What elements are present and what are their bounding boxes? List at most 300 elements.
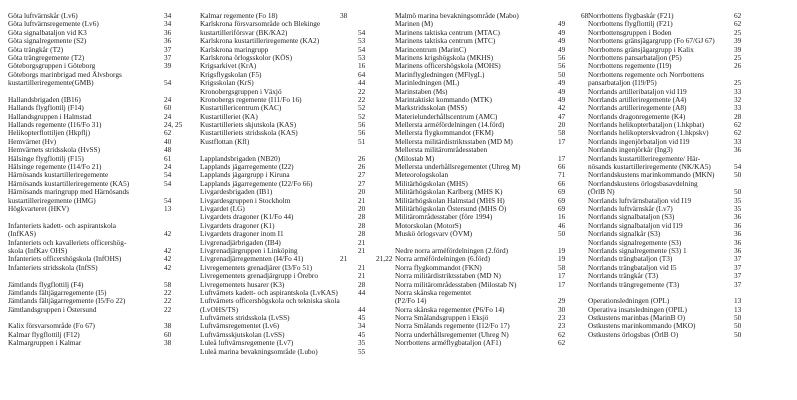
- entry-page: 47: [558, 111, 566, 121]
- entry-title: Livgardet (LG): [200, 203, 245, 213]
- entry-title: Luftvärnets officershögskola och tekniska skola: [200, 296, 340, 306]
- entry-title: skola (InfKav OHS): [8, 245, 68, 255]
- entry-title: Lapplandsbrigaden (NB20): [200, 153, 281, 163]
- entry-page: 54: [358, 44, 366, 54]
- entry-page: 36: [734, 237, 742, 247]
- entry-title: Livregementets grenadjärgrupp i Örebro: [200, 271, 318, 281]
- entry-title: Meteorologskolan: [395, 170, 449, 180]
- entry-title: Ostkustens marinkommando (MKO): [588, 321, 696, 331]
- entry-page: 49: [558, 19, 566, 29]
- entry-page: 44: [358, 304, 366, 314]
- entry-page: 50: [558, 229, 566, 239]
- entry-page: 21: [358, 237, 366, 247]
- entry-page: 49: [558, 27, 566, 37]
- entry-page: 26: [358, 153, 366, 163]
- entry-page: 19: [558, 254, 566, 264]
- entry-page: 27: [358, 178, 366, 188]
- entry-page: 54: [164, 178, 172, 188]
- entry-title: Kronobergsgruppen i Växjö: [200, 86, 282, 96]
- entry-title: Marinstaben (Ms): [395, 86, 448, 96]
- entry-title: Mellersta underhållsregementet (Uhreg M): [395, 162, 521, 172]
- entry-page: 69: [558, 203, 566, 213]
- entry-title: Marincentrum (MarinC): [395, 44, 467, 54]
- entry-page: 36: [734, 229, 742, 239]
- entry-page: 32: [734, 94, 742, 104]
- entry-title: Livgardets dragoner inom I1: [200, 229, 284, 239]
- entry-page: 62: [558, 329, 566, 339]
- entry-title: Norrbottens gränsjägargrupp (Fo 67/GJ 67): [588, 36, 715, 46]
- entry-page: 23: [558, 321, 566, 331]
- entry-title: Norra Smålandsgruppen i Eksjö: [395, 313, 489, 323]
- entry-title: Livgrenadjärregementen (I4/Fo 41): [200, 254, 304, 264]
- entry-page: 21: [340, 254, 348, 264]
- entry-title: Norrlands artilleribataljon vid I19: [588, 86, 687, 96]
- entry-page: 39: [734, 44, 742, 54]
- entry-title: Härnösands kustartilleriregemente (KA5): [8, 178, 130, 188]
- entry-title: Infanteriets officershögskola (InfOHS): [8, 254, 122, 264]
- entry-title: Göta luftvärnskår (Lv6): [8, 11, 78, 20]
- entry-title: Norrlandskustens örlogsbasavdelning: [588, 178, 698, 188]
- entry-page: 36: [734, 212, 742, 222]
- entry-page: 53: [358, 36, 366, 46]
- entry-title: Göta signalbataljon vid K3: [8, 27, 87, 37]
- entry-title: Göteborgs marinbrigad med Älvsborgs: [8, 69, 122, 79]
- entry-title: Infanteriets stridsskola (InfSS): [8, 262, 98, 272]
- entry-page: 25: [734, 52, 742, 62]
- entry-title: Norrlands artilleriregemente (A4): [588, 94, 687, 104]
- entry-page: 23: [558, 313, 566, 323]
- entry-title: Hallands flygflottilj (F14): [8, 103, 84, 113]
- entry-title: Kustartillericentrum (KAC): [200, 103, 282, 113]
- entry-title: Jämtlands fältjägarregemente (I5): [8, 287, 107, 297]
- index-entry: [588, 331, 788, 339]
- entry-title: Norrlands signalbataljon (S3): [588, 212, 675, 222]
- entry-title: Muskö örlogsvarv (ÖVM): [395, 229, 473, 239]
- entry-title: Härnösands kustartilleriregemente: [8, 170, 109, 180]
- entry-title: Göta trängregemente (T2): [8, 52, 85, 62]
- entry-title: Göta trängkår (T2): [8, 44, 64, 54]
- entry-page: 49: [558, 78, 566, 88]
- entry-title: Norrlands helikopterskvadron (1.hkpskv): [588, 128, 709, 138]
- entry-title: Marinens taktiska centrum (MTAC): [395, 27, 500, 37]
- entry-title: Luftvärnets kadett- och aspirantskola (LvKAS): [200, 287, 338, 297]
- entry-title: Norra underhållsregementet (Uhreg N): [395, 329, 509, 339]
- entry-title: Mellersta arméfördelningen (14.förd): [395, 120, 505, 130]
- entry-page: 48: [164, 145, 172, 155]
- entry-page: 54: [164, 195, 172, 205]
- index-entry: [395, 339, 580, 347]
- entry-title: Luftvärnsregementet (Lv6): [200, 321, 280, 331]
- entry-title: Norrlands signalkår (S3): [588, 229, 661, 239]
- index-column-4: [588, 12, 788, 339]
- entry-title: Hemvärnet (Hv): [8, 136, 57, 146]
- entry-title: Kalix försvarsområde (Fo 67): [8, 321, 95, 331]
- entry-title: Norrbottens regemente (I19): [588, 61, 672, 71]
- entry-page: 66: [558, 162, 566, 172]
- entry-page: 56: [358, 128, 366, 138]
- entry-page: 21: [358, 245, 366, 255]
- entry-title: Krigsflygskolan (F5): [200, 69, 262, 79]
- entry-title: Norra militärdistriktsstaben (MD N): [395, 271, 501, 281]
- entry-title: Lapplands jägarregemente (I22/Fo 66): [200, 178, 313, 188]
- entry-page: 62: [734, 128, 742, 138]
- entry-page: 36: [734, 245, 742, 255]
- entry-page: 24: [164, 162, 172, 172]
- entry-page: 50: [734, 313, 742, 323]
- entry-page: 50: [734, 321, 742, 331]
- entry-title: Militärhögskolan Karlberg (MHS K): [395, 187, 503, 197]
- entry-page: 25: [734, 27, 742, 37]
- entry-title: (LvOHS/TS): [200, 304, 239, 314]
- entry-page: 51: [358, 136, 366, 146]
- entry-title: Livgardets dragoner (K1/Fo 44): [200, 212, 294, 222]
- entry-page: 36: [164, 27, 172, 37]
- entry-page: 24: [164, 94, 172, 104]
- entry-title: Kronobergs regemente (I11/Fo 16): [200, 94, 302, 104]
- entry-page: 35: [358, 338, 366, 348]
- entry-page: 53: [358, 52, 366, 62]
- entry-title: Karlskrona maringrupp: [200, 44, 269, 54]
- entry-page: 45: [358, 329, 366, 339]
- entry-page: 60: [164, 329, 172, 339]
- entry-title: Norrlands trängbataljon vid I5: [588, 262, 677, 272]
- entry-page: 34: [358, 321, 366, 331]
- entry-title: Karlskrona örlogsskolor (KÖS): [200, 52, 293, 62]
- entry-page: 17: [558, 136, 566, 146]
- entry-title: Hälsinge regemente (I14/Fo 21): [8, 162, 102, 172]
- entry-title: Norra arméfördelningen (6.förd): [395, 254, 491, 264]
- index-column-3: [395, 11, 589, 348]
- entry-page: 29: [558, 296, 566, 306]
- entry-page: 20: [558, 120, 566, 130]
- entry-page: 39: [734, 36, 742, 46]
- entry-title: Högkvarteret (HKV): [8, 203, 69, 213]
- entry-page: 13: [164, 203, 172, 213]
- entry-page: 49: [558, 94, 566, 104]
- entry-title: Norrlands trängregemente (T3): [588, 279, 680, 289]
- entry-page: 69: [558, 195, 566, 205]
- index-column-1: [8, 12, 186, 348]
- entry-title: Nedre norra arméfördelningen (2.förd): [395, 245, 509, 255]
- entry-page: 38: [164, 338, 172, 348]
- entry-page: 28: [358, 279, 366, 289]
- entry-page: 22: [164, 287, 172, 297]
- entry-page: 42: [164, 262, 172, 272]
- entry-title: Ostkustens örlogsbas (ÖrlB O): [588, 329, 679, 339]
- entry-page: 37: [734, 254, 742, 264]
- entry-page: 13: [734, 304, 742, 314]
- entry-page: 16: [358, 61, 366, 71]
- entry-page: 58: [164, 279, 172, 289]
- entry-title: Norrlands signalbataljon vid I19: [588, 220, 683, 230]
- entry-title: kustartilleriförsvar (BK/KA2): [200, 27, 288, 37]
- entry-title: Kustflottan (Kfl): [200, 136, 250, 146]
- entry-page: 40: [164, 136, 172, 146]
- entry-page: 49: [558, 36, 566, 46]
- entry-title: kustartilleriregemente (HMG): [8, 195, 96, 205]
- entry-title: Göta signalregemente (S2): [8, 36, 87, 46]
- entry-title: Infanteriets och kavalleriets officershög-: [8, 237, 127, 247]
- index-entry: [200, 138, 405, 146]
- entry-page: 37: [734, 262, 742, 272]
- entry-page-secondary: 68: [581, 11, 589, 20]
- entry-page: 17: [558, 153, 566, 163]
- entry-title: (Milostab M): [395, 153, 435, 163]
- entry-title: Karlskrona försvarsområde och Blekinge: [200, 19, 321, 29]
- entry-page: 24: [164, 111, 172, 121]
- entry-title: Norrlands artilleriregemente (A8): [588, 103, 687, 113]
- entry-title: Krigsarkivet (KrA): [200, 61, 257, 71]
- entry-title: Norrlands luftvärnsbataljon vid I19: [588, 195, 692, 205]
- entry-title: Norrbottens arméflygbataljon (AF1): [395, 338, 502, 348]
- entry-page: 37: [734, 279, 742, 289]
- entry-title: Kalmargruppen i Kalmar: [8, 338, 82, 348]
- entry-page: 33: [734, 136, 742, 146]
- entry-page: 28: [358, 220, 366, 230]
- entry-title: Hallands regemente (I16/Fo 31): [8, 120, 102, 130]
- index-entry: [588, 180, 788, 188]
- entry-title: Norrlands trängbataljon (T3): [588, 254, 673, 264]
- entry-page: 66: [558, 178, 566, 188]
- entry-title: Luftvärnets stridsskola (LvSS): [200, 313, 290, 323]
- entry-title: Norra militärområdesstaben (Milostab N): [395, 279, 517, 289]
- entry-title: (ÖrlB N): [588, 187, 615, 197]
- entry-title: Kalmar regemente (Fo 18): [200, 11, 278, 20]
- entry-title: Norra Smålands regemente (I12/Fo 17): [395, 321, 510, 331]
- entry-page: 25: [734, 78, 742, 88]
- entry-title: Lapplands jägarregemente (I22): [200, 162, 294, 172]
- entry-title: Marinen (M): [395, 19, 433, 29]
- entry-title: Norrlands signalregemente (S3) 1: [588, 245, 687, 255]
- entry-page: 27: [358, 170, 366, 180]
- index-entry: [8, 205, 186, 213]
- entry-title: Norrbottens flygflottilj (F21): [588, 19, 673, 29]
- entry-title: Livgardesbrigaden (IB1): [200, 187, 273, 197]
- entry-title: Mellersta militärdistriktsstaben (MD M): [395, 136, 513, 146]
- entry-page: 37: [734, 271, 742, 281]
- entry-page: 54: [164, 78, 172, 88]
- entry-title: Hemvärnets stridsskola (HvSS): [8, 145, 101, 155]
- entry-title: (InfKAS): [8, 229, 36, 239]
- entry-page: 62: [734, 11, 742, 20]
- entry-page: 71: [558, 170, 566, 180]
- entry-page: 20: [358, 187, 366, 197]
- entry-title: Kustartilleriets skjutskola (KAS): [200, 120, 297, 130]
- entry-title: Kalmar flygflottilj (F12): [8, 329, 80, 339]
- index-entry: [8, 306, 186, 314]
- entry-page: 42: [164, 245, 172, 255]
- entry-page: 36: [734, 145, 742, 155]
- entry-page: 20: [358, 203, 366, 213]
- entry-title: Norrlands signalregemente (S3): [588, 237, 682, 247]
- entry-title: Norrlandskustens marinkommando (MKN): [588, 170, 715, 180]
- entry-title: Mellersta flygkommandot (FKM): [395, 128, 494, 138]
- entry-page: 52: [358, 111, 366, 121]
- entry-title: Livgardets dragoner (K1): [200, 220, 275, 230]
- entry-page: 62: [734, 120, 742, 130]
- entry-title: Krigsskolan (KrS): [200, 78, 254, 88]
- entry-page: 36: [164, 36, 172, 46]
- entry-title: Norrbottens flygbaskår (F21): [588, 11, 674, 20]
- entry-title: Markstridsskolan (MSS): [395, 103, 467, 113]
- entry-page: 54: [734, 162, 742, 172]
- entry-page: 36: [734, 220, 742, 230]
- entry-title: Kustartilleriet (KA): [200, 111, 258, 121]
- entry-title: Livgrenadjärbrigaden (IB4): [200, 237, 281, 247]
- entry-page: 35: [734, 195, 742, 205]
- entry-page: 16: [558, 212, 566, 222]
- entry-title: (P2/Fo 14): [395, 296, 427, 306]
- entry-page: 22: [164, 296, 172, 306]
- entry-title: Militärhögskolan Östersund (MHS Ö): [395, 203, 507, 213]
- entry-page: 28: [734, 111, 742, 121]
- entry-page: 38: [340, 11, 348, 20]
- entry-title: Motorskolan (MotorS): [395, 220, 462, 230]
- entry-title: Hallandsgruppen i Halmstad: [8, 111, 92, 121]
- entry-title: Marinflygledningen (MFlygL): [395, 69, 485, 79]
- entry-title: Ostkustens marinbas (MarinB O): [588, 313, 686, 323]
- entry-title: Norrlands trängkår (T3): [588, 271, 659, 281]
- entry-title: Hallandsbrigaden (IB16): [8, 94, 81, 104]
- entry-page: 35: [734, 203, 742, 213]
- entry-page: 21: [358, 271, 366, 281]
- entry-page: 24, 25: [164, 120, 183, 130]
- entry-page: 50: [734, 329, 742, 339]
- entry-title: Norra skånska regementet: [395, 287, 472, 297]
- entry-title: Norrbottens regemente och Norrbottens: [588, 69, 705, 79]
- entry-title: Operationsledningen (OPL): [588, 296, 670, 306]
- entry-title: Luftvärnsskjutskolan (LvSS): [200, 329, 285, 339]
- entry-title: Militärområdesstaber (före 1994): [395, 212, 493, 222]
- entry-page: 13: [734, 296, 742, 306]
- entry-title: Militärhögskolan (MHS): [395, 178, 468, 188]
- entry-page: 49: [558, 86, 566, 96]
- index-entry: [395, 230, 580, 238]
- entry-page: 19: [558, 245, 566, 255]
- entry-title: Härnösands maringrupp med Härnösands: [8, 187, 129, 197]
- entry-page: 56: [558, 61, 566, 71]
- entry-page: 42: [558, 103, 566, 113]
- entry-title: Mellersta militärområdesstaben: [395, 145, 488, 155]
- entry-title: Göta luftvärnsregemente (Lv6): [8, 19, 99, 29]
- entry-page: 22: [164, 304, 172, 314]
- entry-page: 56: [558, 52, 566, 62]
- entry-page: 58: [558, 262, 566, 272]
- index-column-2: [200, 12, 405, 356]
- entry-title: Göteborgsgruppen i Göteborg: [8, 61, 96, 71]
- entry-title: Marinledningen (ML): [395, 78, 460, 88]
- entry-title: Karlskrona kustartilleriregemente (KA2): [200, 36, 320, 46]
- entry-page: 54: [358, 27, 366, 37]
- entry-title: Marintaktiskt kommando (MTK): [395, 94, 492, 104]
- entry-title: Livregementets husarer (K3): [200, 279, 285, 289]
- entry-title: Norrlands helikopterbataljon (1.hkpbat): [588, 120, 705, 130]
- entry-title: Norrbottens gränsjägargrupp i Kalix: [588, 44, 694, 54]
- entry-title: Hälsinge flygflottilj (F15): [8, 153, 84, 163]
- entry-page: 17: [558, 271, 566, 281]
- entry-title: Luleå marina bevakningsområde (Lubo): [200, 346, 318, 356]
- entry-page: 52: [358, 103, 366, 113]
- entry-page: 50: [734, 187, 742, 197]
- entry-title: Lapplands jägargrupp i Kiruna: [200, 170, 290, 180]
- entry-title: Jämtlandsgruppen i Östersund: [8, 304, 97, 314]
- entry-page: 56: [358, 120, 366, 130]
- entry-page: 17: [558, 279, 566, 289]
- entry-page: 46: [558, 220, 566, 230]
- entry-page: 28: [358, 229, 366, 239]
- entry-page: 54: [164, 170, 172, 180]
- entry-title: Militärhögskolan Halmstad (MHS H): [395, 195, 505, 205]
- entry-title: pansarbataljon (I19/P5): [588, 78, 657, 88]
- entry-page: 55: [358, 346, 366, 356]
- entry-page: 33: [734, 103, 742, 113]
- entry-page: 26: [734, 61, 742, 71]
- entry-title: Marinens krigshögskola (MKHS): [395, 52, 494, 62]
- entry-page: 22: [358, 86, 366, 96]
- index-entry: [8, 339, 186, 347]
- entry-page: 44: [358, 287, 366, 297]
- entry-title: Norra flygkommandot (FKN): [395, 262, 482, 272]
- entry-page: 58: [558, 128, 566, 138]
- entry-page: 62: [734, 19, 742, 29]
- entry-title: Livgardesgruppen i Stockholm: [200, 195, 291, 205]
- index-entry: [8, 264, 186, 272]
- entry-page: 33: [734, 86, 742, 96]
- entry-title: Materielunderhållscentrum (AMC): [395, 111, 498, 121]
- entry-page: 37: [164, 44, 172, 54]
- entry-page: 42: [164, 254, 172, 264]
- entry-title: nösands kustartilleriregemente (NK/KA5): [588, 162, 711, 172]
- entry-title: Marinens officershögskola (MOHS): [395, 61, 501, 71]
- entry-title: Malmö marina bevakningsområde (Mabo): [395, 11, 519, 20]
- index-entry: [588, 281, 788, 289]
- entry-page: 61: [164, 153, 172, 163]
- entry-page: 62: [558, 338, 566, 348]
- entry-title: Norrlands luftvärnskår (Lv7): [588, 203, 673, 213]
- entry-title: Livregementets grenadjärer (I3/Fo 51): [200, 262, 313, 272]
- entry-page: 60: [164, 103, 172, 113]
- entry-page: 34: [164, 11, 172, 20]
- entry-title: Marinens taktiska centrum (MTC): [395, 36, 496, 46]
- entry-page-secondary: 21,22: [376, 254, 393, 264]
- entry-page: 38: [164, 321, 172, 331]
- entry-title: Livgrenadjärgruppen i Linköping: [200, 245, 298, 255]
- entry-title: Jämtlands flygflottilj (F4): [8, 279, 84, 289]
- entry-title: Norrbottensgruppen i Boden: [588, 27, 672, 37]
- entry-title: Norrlands dragonregemente (K4): [588, 111, 686, 121]
- entry-page: 69: [558, 187, 566, 197]
- entry-title: Norrbottens pansarbataljon (P5): [588, 52, 682, 62]
- entry-page: 34: [164, 19, 172, 29]
- entry-title: Operativa insatsledningen (OPIL): [588, 304, 687, 314]
- entry-page: 37: [164, 52, 172, 62]
- entry-title: Norrlands ingenjörkår (Ing3): [588, 145, 673, 155]
- entry-title: Kustartilleriets stridsskola (KAS): [200, 128, 298, 138]
- entry-page: 21: [358, 195, 366, 205]
- index-entry: [8, 79, 186, 87]
- entry-page: 62: [164, 128, 172, 138]
- entry-title: kustartilleriregemente(GMB): [8, 78, 94, 88]
- index-entry: [200, 348, 405, 356]
- entry-title: Infanteriets kadett- och aspirantskola: [8, 220, 116, 230]
- entry-page: 49: [558, 44, 566, 54]
- entry-page: 39: [164, 61, 172, 71]
- entry-page: 22: [358, 94, 366, 104]
- entry-page: 26: [358, 162, 366, 172]
- entry-title: Norra skånska regementet (P6/Fo 14): [395, 304, 505, 314]
- entry-page: 44: [358, 78, 366, 88]
- entry-page: 42: [164, 229, 172, 239]
